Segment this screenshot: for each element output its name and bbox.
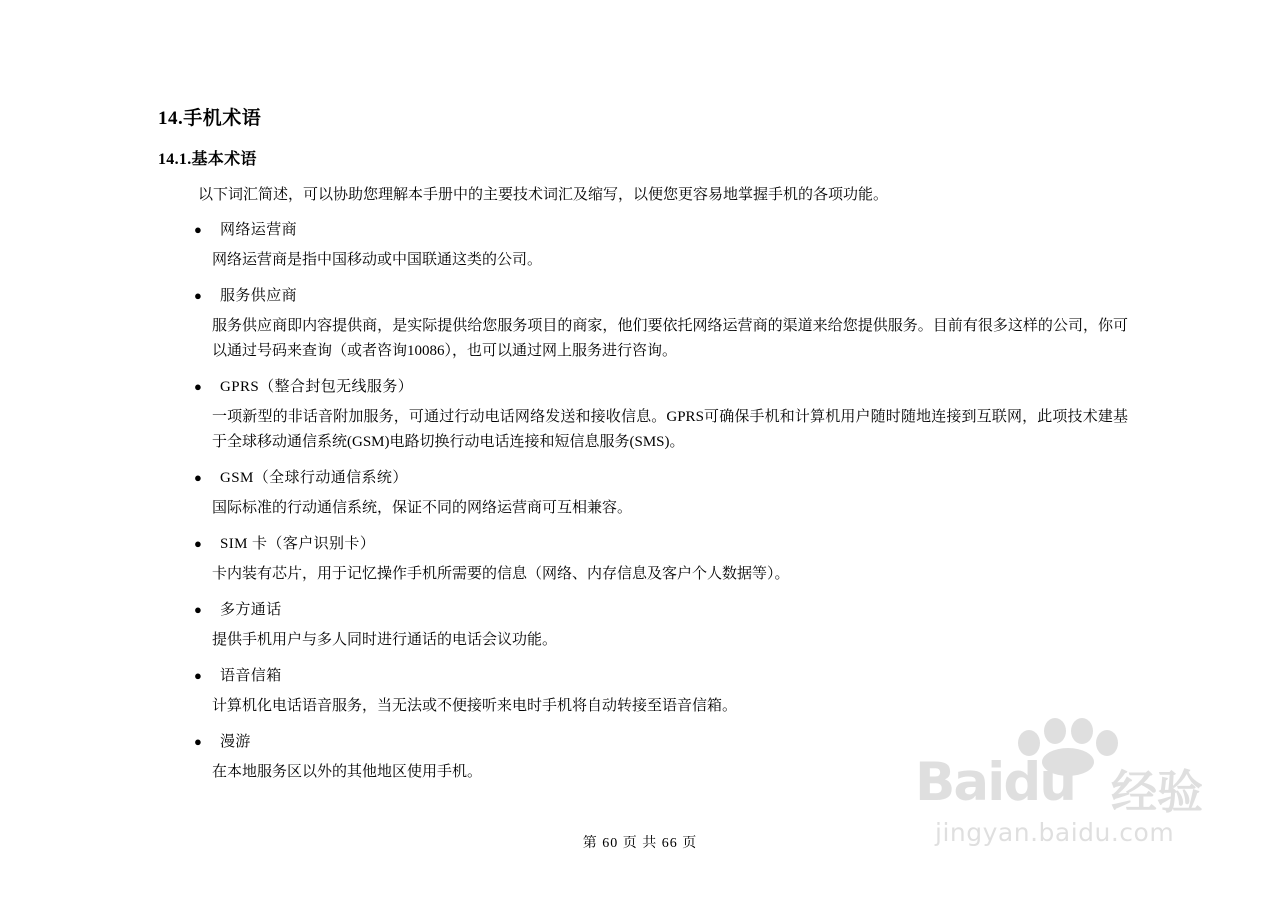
section-title-text: 基本术语 bbox=[191, 151, 257, 168]
bullet-icon: ● bbox=[194, 379, 202, 394]
document-content bbox=[158, 104, 1128, 785]
list-item bbox=[158, 376, 1128, 455]
term-body: 卡内装有芯片，用于记忆操作手机所需要的信息（网络、内存信息及客户个人数据等）。 bbox=[212, 566, 790, 582]
term-body: 国际标准的行动通信系统，保证不同的网络运营商可互相兼容。 bbox=[212, 500, 633, 516]
bullet-icon: ● bbox=[194, 668, 202, 683]
term-heading bbox=[194, 467, 1128, 489]
bullet-icon: ● bbox=[194, 734, 202, 749]
bullet-icon: ● bbox=[194, 470, 202, 485]
list-item bbox=[158, 731, 1128, 785]
bullet-icon: ● bbox=[194, 602, 202, 617]
term-heading bbox=[194, 219, 1128, 241]
term-heading bbox=[194, 285, 1128, 307]
term-label: 漫游 bbox=[220, 734, 251, 750]
term-label: GSM（全球行动通信系统） bbox=[220, 470, 408, 486]
chapter-heading bbox=[158, 104, 1128, 134]
watermark-brand-cn: 经验 bbox=[1111, 765, 1203, 819]
term-label: 网络运营商 bbox=[220, 222, 298, 238]
intro-paragraph: 以下词汇简述，可以协助您理解本手册中的主要技术词汇及缩写，以便您更容易地掌握手机的各项功能。 bbox=[198, 187, 889, 203]
chapter-title-text: 手机术语 bbox=[183, 108, 262, 129]
term-heading bbox=[194, 599, 1128, 621]
term-heading bbox=[194, 533, 1128, 555]
term-heading bbox=[194, 665, 1128, 687]
term-body: 计算机化电话语音服务，当无法或不便接听来电时手机将自动转接至语音信箱。 bbox=[212, 698, 738, 714]
bullet-icon: ● bbox=[194, 288, 202, 303]
page-footer: 第 60 页 共 66 页 bbox=[582, 836, 698, 851]
list-item bbox=[158, 599, 1128, 653]
list-item bbox=[158, 285, 1128, 364]
term-body: 一项新型的非话音附加服务，可通过行动电话网络发送和接收信息。GPRS可确保手机和计算机用户随时随地连接到互联网，此项技术建基于全球移动通信系统(GSM)电路切换行动电话连接和短信息服务(SMS)。 bbox=[212, 409, 1128, 450]
term-label: 语音信箱 bbox=[220, 668, 282, 684]
term-heading bbox=[194, 376, 1128, 398]
bullet-icon: ● bbox=[194, 536, 202, 551]
list-item bbox=[158, 533, 1128, 587]
list-item bbox=[158, 665, 1128, 719]
terms-list bbox=[158, 219, 1128, 785]
term-label: GPRS（整合封包无线服务） bbox=[220, 379, 414, 395]
term-label: SIM 卡（客户识别卡） bbox=[220, 536, 376, 552]
term-label: 服务供应商 bbox=[220, 288, 298, 304]
chapter-number: 14. bbox=[158, 108, 184, 129]
watermark-url: jingyan.baidu.com bbox=[935, 818, 1175, 847]
list-item bbox=[158, 467, 1128, 521]
watermark-brand: Baidu bbox=[915, 752, 1075, 813]
section-heading bbox=[158, 147, 1128, 173]
list-item bbox=[158, 219, 1128, 273]
section-number: 14.1. bbox=[158, 151, 192, 168]
term-body: 在本地服务区以外的其他地区使用手机。 bbox=[212, 764, 483, 780]
term-label: 多方通话 bbox=[220, 602, 282, 618]
term-body: 提供手机用户与多人同时进行通话的电话会议功能。 bbox=[212, 632, 558, 648]
term-heading bbox=[194, 731, 1128, 753]
bullet-icon: ● bbox=[194, 222, 202, 237]
term-body: 服务供应商即内容提供商，是实际提供给您服务项目的商家，他们要依托网络运营商的渠道来给您提供服务。目前有很多这样的公司，你可以通过号码来查询（或者咨询10086），也可以通过网上服务进行咨询。 bbox=[212, 318, 1128, 359]
term-body: 网络运营商是指中国移动或中国联通这类的公司。 bbox=[212, 252, 543, 268]
